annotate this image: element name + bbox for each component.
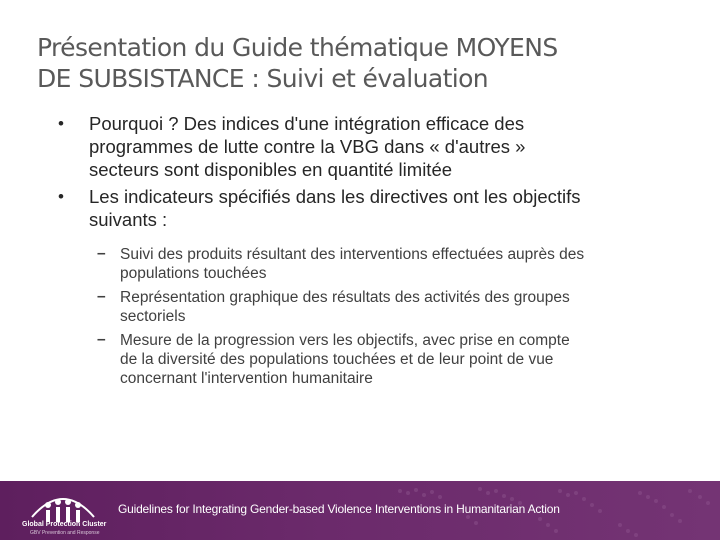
bullet-text <box>89 112 679 181</box>
sub-bullet-line: de la diversité des populations touchées et de leur point de vue <box>120 351 554 368</box>
sub-bullet-text <box>120 245 720 283</box>
slide-title-line-1: Présentation du Guide thématique MOYENS <box>37 33 558 62</box>
bullet-marker: • <box>58 114 64 133</box>
bullet-line: Les indicateurs spécifiés dans les directives ont les objectifs <box>89 186 581 207</box>
sub-bullet-list <box>0 245 720 388</box>
logo-tagline: GBV Prevention and Response <box>30 530 100 536</box>
sub-bullet-line: Mesure de la progression vers les objectifs, avec prise en compte <box>120 332 570 349</box>
bullet-line: Pourquoi ? Des indices d'une intégration efficace des <box>89 113 525 134</box>
sub-bullet-line: concernant l'intervention humanitaire <box>120 370 373 387</box>
sub-bullet-item <box>0 245 720 283</box>
bullet-line: secteurs sont disponibles en quantité limitée <box>89 159 453 180</box>
bullet-text <box>89 185 679 231</box>
bullet-line: programmes de lutte contre la VBG dans « d'autres » <box>89 136 526 157</box>
sub-bullet-marker: – <box>97 288 106 305</box>
sub-bullet-marker: – <box>97 245 106 262</box>
footer-caption: Guidelines for Integrating Gender-based Violence Interventions in Humanitarian Action <box>118 502 560 516</box>
sub-bullet-line: Suivi des produits résultant des interventions effectuées auprès des <box>120 246 585 263</box>
sub-bullet-line: Représentation graphique des résultats des activités des groupes <box>120 289 570 306</box>
bullet-marker: • <box>58 187 64 206</box>
bullet-line: suivants : <box>89 209 168 230</box>
bullet-list <box>0 112 720 388</box>
sub-bullet-line: populations touchées <box>120 265 267 282</box>
logo-name: Global Protection Cluster <box>22 521 107 528</box>
sub-bullet-text <box>120 331 720 388</box>
slide-title-line-2: DE SUBSISTANCE : Suivi et évaluation <box>37 64 489 93</box>
slide-title <box>37 32 697 94</box>
footer-banner <box>0 481 720 540</box>
bullet-item <box>0 185 720 231</box>
sub-bullet-text <box>120 288 720 326</box>
sub-bullet-marker: – <box>97 331 106 348</box>
sub-bullet-item <box>0 288 720 326</box>
bullet-item <box>0 112 720 181</box>
sub-bullet-line: sectoriels <box>120 308 186 325</box>
sub-bullet-item <box>0 331 720 388</box>
